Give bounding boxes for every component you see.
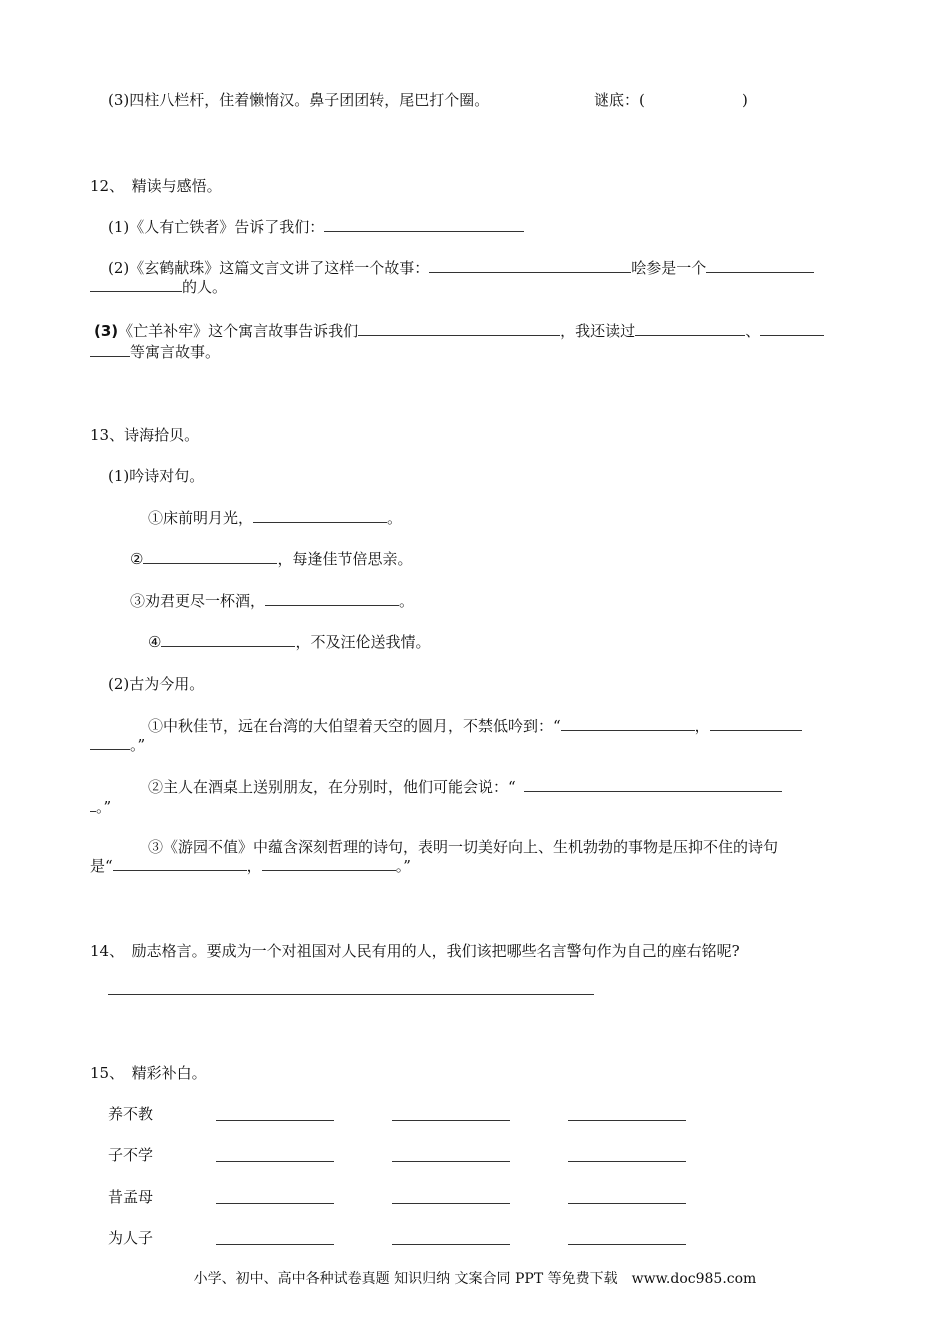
q12-item3-text-a: 《亡羊补牢》这个寓言故事告诉我们 (118, 322, 359, 340)
q15-row-3-blank-1[interactable] (216, 1203, 334, 1204)
use-1-blank-2-cont[interactable] (90, 735, 130, 750)
use-2-blank[interactable] (524, 777, 782, 792)
q15-row-1-blank-1[interactable] (216, 1120, 334, 1121)
q15-row-4-blank-3[interactable] (568, 1244, 686, 1245)
q12-item1-text: (1)《人有亡铁者》告诉了我们： (108, 218, 325, 236)
q15-row-3-blank-2[interactable] (392, 1203, 510, 1204)
poem-line-4-num: ④ (148, 633, 162, 651)
riddle-3-text: (3)四柱八栏杆，住着懒惰汉。鼻子团团转，尾巴打个圈。 (108, 91, 490, 109)
q12-item2-text-c: 的人。 (182, 278, 228, 296)
q12-item2-blank-1[interactable] (429, 258, 631, 273)
poem-line-1-text: ①床前明月光， (148, 509, 254, 527)
q15-row-2-blank-1[interactable] (216, 1161, 334, 1162)
q13-part2-title: (2)古为今用。 (108, 675, 205, 693)
poem-line-2-text: ，每逢佳节倍思亲。 (277, 550, 413, 568)
q15-row-2-label: 子不学 (108, 1146, 154, 1164)
q15-row-4-blank-1[interactable] (216, 1244, 334, 1245)
use-2-end: 。” (96, 798, 112, 816)
poem-line-4 (148, 632, 430, 652)
q15-row-3-label: 昔孟母 (108, 1188, 154, 1206)
q12-item1-blank[interactable] (324, 217, 524, 232)
q12-item3-line2 (90, 342, 220, 362)
use-1-blank-1[interactable] (561, 716, 695, 731)
riddle-3-answer-label: 谜底：( (594, 91, 645, 109)
poem-line-3-end: 。 (399, 592, 415, 610)
q14-answer-line[interactable] (108, 994, 594, 995)
use-1-blank-2[interactable] (710, 716, 802, 731)
use-1-end: 。” (130, 736, 146, 754)
use-1-line2 (90, 735, 145, 755)
q12-heading: 12、 精读与感悟。 (90, 177, 222, 195)
use-2-line2 (90, 797, 111, 817)
use-2-text: ②主人在酒桌上送别朋友，在分别时，他们可能会说：“ (148, 778, 516, 796)
q13-heading: 13、诗海拾贝。 (90, 426, 200, 444)
q12-item2-blank-2-cont[interactable] (90, 277, 182, 292)
use-1-text: ①中秋佳节，远在台湾的大伯望着天空的圆月，不禁低吟到：“ (148, 717, 561, 735)
poem-line-2-blank[interactable] (143, 549, 277, 564)
riddle-3-answer-close: ) (742, 91, 748, 109)
q15-row-2-blank-3[interactable] (568, 1161, 686, 1162)
q12-item2-blank-2[interactable] (706, 258, 814, 273)
poem-line-1 (148, 508, 402, 528)
q15-row-3-blank-3[interactable] (568, 1203, 686, 1204)
q14-heading: 14、 励志格言。要成为一个对祖国对人民有用的人，我们该把哪些名言警句作为自己的座右铭呢? (90, 942, 740, 960)
use-1-line1 (148, 716, 802, 736)
q15-row-4-label: 为人子 (108, 1229, 154, 1247)
use-3-lead: 是“ (90, 857, 113, 875)
q12-item2-text-b: 哙参是一个 (631, 259, 707, 277)
q12-item3-num: (3) (94, 322, 119, 340)
poem-line-2 (130, 549, 412, 569)
q13-part1-title: (1)吟诗对句。 (108, 467, 205, 485)
use-3-comma: ， (246, 857, 262, 875)
poem-line-1-end: 。 (387, 509, 403, 527)
page-footer: 小学、初中、高中各种试卷真题 知识归纳 文案合同 PPT 等免费下载 www.doc985.com (193, 1271, 757, 1287)
use-3-blank-2[interactable] (262, 856, 396, 871)
poem-line-3-text: ③劝君更尽一杯酒， (130, 592, 266, 610)
use-3-line2 (90, 856, 411, 876)
q12-item3-text-b: ，我还读过 (560, 322, 636, 340)
use-3-end: 。” (395, 857, 411, 875)
q12-item3-line1 (94, 321, 824, 341)
q15-heading: 15、 精彩补白。 (90, 1064, 207, 1082)
q12-item2-line2 (90, 277, 227, 297)
q12-item2-text-a: (2)《玄鹤献珠》这篇文言文讲了这样一个故事： (108, 259, 430, 277)
q12-item1 (108, 217, 524, 237)
use-3-blank-1[interactable] (113, 856, 247, 871)
poem-line-4-text: ，不及汪伦送我情。 (295, 633, 431, 651)
use-1-comma: ， (694, 717, 710, 735)
q12-item2-line1 (108, 258, 814, 278)
q12-item3-text-c: 、 (745, 322, 761, 340)
use-3-line1: ③《游园不值》中蕴含深刻哲理的诗句，表明一切美好向上、生机勃勃的事物是压抑不住的诗句 (148, 838, 779, 856)
q15-row-1-blank-3[interactable] (568, 1120, 686, 1121)
q12-item3-text-d: 等寓言故事。 (130, 343, 221, 361)
q15-row-1-label: 养不教 (108, 1105, 154, 1123)
poem-line-2-num: ② (130, 550, 144, 568)
q15-row-4-blank-2[interactable] (392, 1244, 510, 1245)
q12-item3-blank-2[interactable] (635, 321, 745, 336)
poem-line-3 (130, 591, 414, 611)
q12-item3-blank-3-cont[interactable] (90, 342, 130, 357)
poem-line-1-blank[interactable] (253, 508, 387, 523)
q15-row-2-blank-2[interactable] (392, 1161, 510, 1162)
q12-item3-blank-3[interactable] (760, 321, 824, 336)
use-2-line1 (148, 777, 782, 797)
q15-row-1-blank-2[interactable] (392, 1120, 510, 1121)
poem-line-4-blank[interactable] (161, 632, 295, 647)
q12-item3-blank-1[interactable] (358, 321, 560, 336)
poem-line-3-blank[interactable] (265, 591, 399, 606)
